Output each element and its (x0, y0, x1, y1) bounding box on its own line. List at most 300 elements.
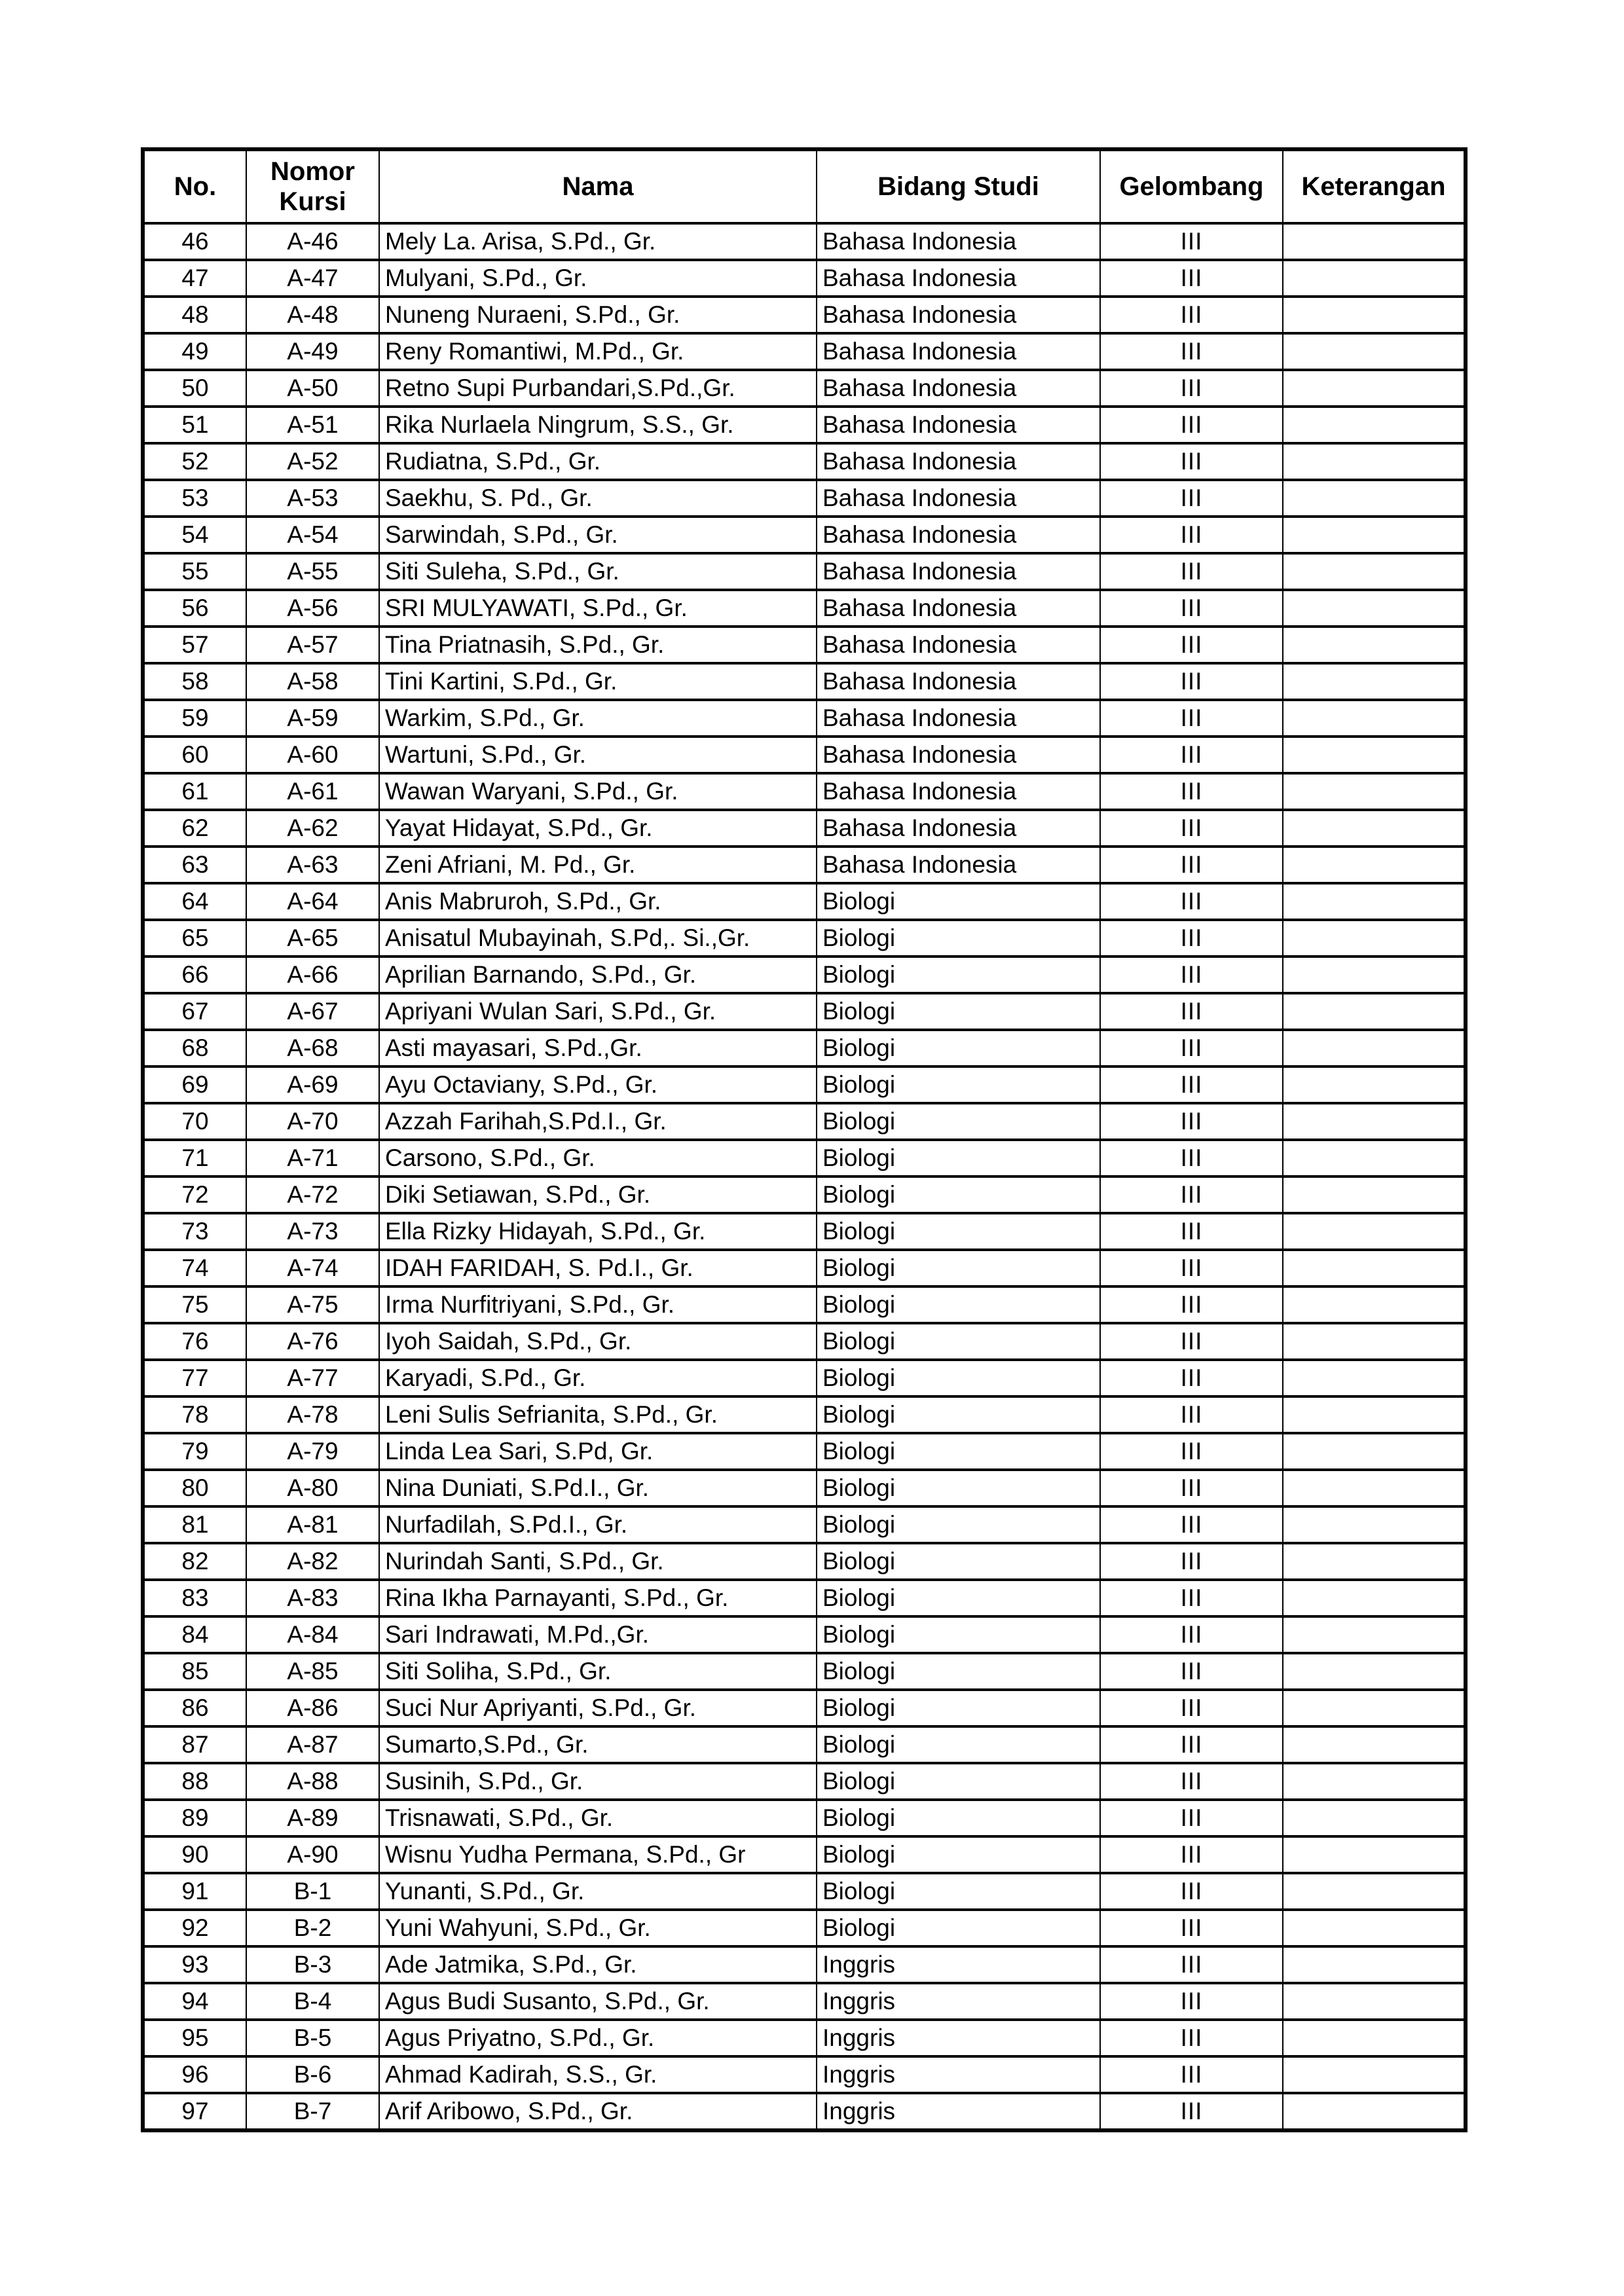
cell-no: 63 (143, 847, 246, 883)
cell-bidang-studi: Biologi (817, 1690, 1100, 1726)
cell-bidang-studi: Biologi (817, 1396, 1100, 1433)
cell-gelombang: III (1100, 1250, 1283, 1286)
cell-nomor-kursi: A-50 (246, 370, 379, 407)
table-row (143, 1103, 1466, 1140)
cell-keterangan (1283, 1396, 1466, 1433)
cell-nomor-kursi: A-64 (246, 883, 379, 920)
cell-gelombang: III (1100, 1836, 1283, 1873)
cell-bidang-studi: Bahasa Indonesia (817, 810, 1100, 847)
cell-no: 78 (143, 1396, 246, 1433)
cell-nama: Anisatul Mubayinah, S.Pd,. Si.,Gr. (379, 920, 817, 957)
cell-keterangan (1283, 1873, 1466, 1910)
cell-gelombang: III (1100, 847, 1283, 883)
cell-gelombang: III (1100, 700, 1283, 737)
cell-bidang-studi: Bahasa Indonesia (817, 297, 1100, 333)
cell-nomor-kursi: A-87 (246, 1726, 379, 1763)
cell-bidang-studi: Inggris (817, 1983, 1100, 2020)
cell-no: 91 (143, 1873, 246, 1910)
cell-nomor-kursi: A-59 (246, 700, 379, 737)
table-row (143, 297, 1466, 333)
cell-no: 93 (143, 1946, 246, 1983)
cell-keterangan (1283, 517, 1466, 553)
cell-keterangan (1283, 1470, 1466, 1506)
cell-nama: Rina Ikha Parnayanti, S.Pd., Gr. (379, 1580, 817, 1616)
cell-bidang-studi: Biologi (817, 1653, 1100, 1690)
cell-nama: Leni Sulis Sefrianita, S.Pd., Gr. (379, 1396, 817, 1433)
cell-no: 66 (143, 957, 246, 993)
cell-keterangan (1283, 957, 1466, 993)
cell-keterangan (1283, 2020, 1466, 2056)
cell-nama: Sarwindah, S.Pd., Gr. (379, 517, 817, 553)
cell-nomor-kursi: A-88 (246, 1763, 379, 1800)
cell-no: 97 (143, 2093, 246, 2130)
cell-nomor-kursi: A-48 (246, 297, 379, 333)
cell-no: 50 (143, 370, 246, 407)
cell-nama: Reny Romantiwi, M.Pd., Gr. (379, 333, 817, 370)
cell-gelombang: III (1100, 883, 1283, 920)
cell-no: 87 (143, 1726, 246, 1763)
cell-keterangan (1283, 1323, 1466, 1360)
cell-bidang-studi: Biologi (817, 1103, 1100, 1140)
exam-seating-table (141, 147, 1467, 2132)
cell-bidang-studi: Bahasa Indonesia (817, 590, 1100, 627)
cell-gelombang: III (1100, 773, 1283, 810)
cell-no: 57 (143, 627, 246, 663)
cell-gelombang: III (1100, 333, 1283, 370)
table-row (143, 333, 1466, 370)
header-row (143, 149, 1466, 223)
cell-nama: Zeni Afriani, M. Pd., Gr. (379, 847, 817, 883)
cell-gelombang: III (1100, 1580, 1283, 1616)
cell-nama: Linda Lea Sari, S.Pd, Gr. (379, 1433, 817, 1470)
cell-no: 77 (143, 1360, 246, 1396)
cell-nama: Apriyani Wulan Sari, S.Pd., Gr. (379, 993, 817, 1030)
cell-nama: Nuneng Nuraeni, S.Pd., Gr. (379, 297, 817, 333)
cell-gelombang: III (1100, 1470, 1283, 1506)
cell-nomor-kursi: A-55 (246, 553, 379, 590)
cell-nomor-kursi: A-56 (246, 590, 379, 627)
cell-bidang-studi: Biologi (817, 1580, 1100, 1616)
cell-nomor-kursi: A-46 (246, 223, 379, 260)
cell-nomor-kursi: B-2 (246, 1910, 379, 1946)
cell-nomor-kursi: A-60 (246, 737, 379, 773)
cell-gelombang: III (1100, 737, 1283, 773)
cell-no: 61 (143, 773, 246, 810)
cell-keterangan (1283, 700, 1466, 737)
cell-nomor-kursi: B-4 (246, 1983, 379, 2020)
cell-no: 88 (143, 1763, 246, 1800)
table-row (143, 1506, 1466, 1543)
table-row (143, 1653, 1466, 1690)
cell-gelombang: III (1100, 1616, 1283, 1653)
cell-gelombang: III (1100, 1543, 1283, 1580)
cell-bidang-studi: Bahasa Indonesia (817, 553, 1100, 590)
cell-bidang-studi: Biologi (817, 1286, 1100, 1323)
cell-gelombang: III (1100, 1030, 1283, 1066)
cell-nomor-kursi: A-51 (246, 407, 379, 443)
cell-bidang-studi: Biologi (817, 1176, 1100, 1213)
table-row (143, 2020, 1466, 2056)
cell-gelombang: III (1100, 407, 1283, 443)
cell-gelombang: III (1100, 1286, 1283, 1323)
cell-bidang-studi: Inggris (817, 2020, 1100, 2056)
cell-no: 79 (143, 1433, 246, 1470)
cell-gelombang: III (1100, 443, 1283, 480)
cell-nama: Iyoh Saidah, S.Pd., Gr. (379, 1323, 817, 1360)
cell-no: 94 (143, 1983, 246, 2020)
cell-nomor-kursi: A-65 (246, 920, 379, 957)
cell-nama: Mely La. Arisa, S.Pd., Gr. (379, 223, 817, 260)
col-header-gelombang: Gelombang (1100, 149, 1283, 223)
cell-nomor-kursi: A-58 (246, 663, 379, 700)
cell-nama: Ahmad Kadirah, S.S., Gr. (379, 2056, 817, 2093)
cell-bidang-studi: Bahasa Indonesia (817, 663, 1100, 700)
table-row (143, 370, 1466, 407)
cell-gelombang: III (1100, 1396, 1283, 1433)
cell-keterangan (1283, 1213, 1466, 1250)
cell-nomor-kursi: A-84 (246, 1616, 379, 1653)
cell-no: 73 (143, 1213, 246, 1250)
col-header-keterangan: Keterangan (1283, 149, 1466, 223)
cell-gelombang: III (1100, 1506, 1283, 1543)
table-row (143, 1176, 1466, 1213)
cell-nama: Azzah Farihah,S.Pd.I., Gr. (379, 1103, 817, 1140)
table-row (143, 1030, 1466, 1066)
cell-nomor-kursi: A-70 (246, 1103, 379, 1140)
cell-no: 69 (143, 1066, 246, 1103)
cell-nama: Saekhu, S. Pd., Gr. (379, 480, 817, 517)
cell-gelombang: III (1100, 1910, 1283, 1946)
cell-no: 74 (143, 1250, 246, 1286)
table-row (143, 1836, 1466, 1873)
cell-no: 72 (143, 1176, 246, 1213)
cell-keterangan (1283, 1726, 1466, 1763)
table-row (143, 957, 1466, 993)
cell-keterangan (1283, 737, 1466, 773)
table-row (143, 847, 1466, 883)
cell-nama: Ayu Octaviany, S.Pd., Gr. (379, 1066, 817, 1103)
cell-keterangan (1283, 553, 1466, 590)
cell-gelombang: III (1100, 1213, 1283, 1250)
cell-gelombang: III (1100, 297, 1283, 333)
cell-keterangan (1283, 773, 1466, 810)
cell-no: 92 (143, 1910, 246, 1946)
cell-gelombang: III (1100, 1066, 1283, 1103)
table-body (143, 223, 1466, 2130)
cell-bidang-studi: Bahasa Indonesia (817, 737, 1100, 773)
cell-gelombang: III (1100, 810, 1283, 847)
table-row (143, 993, 1466, 1030)
cell-keterangan (1283, 1286, 1466, 1323)
cell-gelombang: III (1100, 1433, 1283, 1470)
cell-no: 80 (143, 1470, 246, 1506)
cell-no: 68 (143, 1030, 246, 1066)
cell-nomor-kursi: A-79 (246, 1433, 379, 1470)
cell-no: 46 (143, 223, 246, 260)
cell-gelombang: III (1100, 1763, 1283, 1800)
cell-keterangan (1283, 1580, 1466, 1616)
table-row (143, 700, 1466, 737)
cell-bidang-studi: Biologi (817, 1506, 1100, 1543)
cell-bidang-studi: Bahasa Indonesia (817, 517, 1100, 553)
table-row (143, 1763, 1466, 1800)
cell-nama: SRI MULYAWATI, S.Pd., Gr. (379, 590, 817, 627)
cell-keterangan (1283, 1763, 1466, 1800)
cell-no: 75 (143, 1286, 246, 1323)
cell-keterangan (1283, 1250, 1466, 1286)
table-row (143, 1066, 1466, 1103)
table-row (143, 1213, 1466, 1250)
cell-keterangan (1283, 370, 1466, 407)
cell-nomor-kursi: A-66 (246, 957, 379, 993)
cell-bidang-studi: Biologi (817, 1836, 1100, 1873)
cell-bidang-studi: Bahasa Indonesia (817, 773, 1100, 810)
cell-nama: Nurindah Santi, S.Pd., Gr. (379, 1543, 817, 1580)
cell-no: 95 (143, 2020, 246, 2056)
cell-gelombang: III (1100, 1103, 1283, 1140)
cell-nomor-kursi: A-68 (246, 1030, 379, 1066)
cell-keterangan (1283, 1543, 1466, 1580)
cell-no: 71 (143, 1140, 246, 1176)
table-row (143, 1543, 1466, 1580)
cell-nama: Ella Rizky Hidayah, S.Pd., Gr. (379, 1213, 817, 1250)
cell-bidang-studi: Biologi (817, 1066, 1100, 1103)
cell-bidang-studi: Bahasa Indonesia (817, 370, 1100, 407)
table-row (143, 1250, 1466, 1286)
table-row (143, 1946, 1466, 1983)
cell-nama: Mulyani, S.Pd., Gr. (379, 260, 817, 297)
table-row (143, 627, 1466, 663)
cell-nomor-kursi: A-82 (246, 1543, 379, 1580)
cell-keterangan (1283, 810, 1466, 847)
cell-nama: Ade Jatmika, S.Pd., Gr. (379, 1946, 817, 1983)
cell-nomor-kursi: A-57 (246, 627, 379, 663)
cell-nomor-kursi: A-53 (246, 480, 379, 517)
cell-gelombang: III (1100, 370, 1283, 407)
cell-nama: Aprilian Barnando, S.Pd., Gr. (379, 957, 817, 993)
cell-bidang-studi: Biologi (817, 1543, 1100, 1580)
table-row (143, 883, 1466, 920)
cell-nomor-kursi: A-73 (246, 1213, 379, 1250)
cell-gelombang: III (1100, 2020, 1283, 2056)
cell-keterangan (1283, 407, 1466, 443)
cell-nomor-kursi: A-90 (246, 1836, 379, 1873)
cell-no: 58 (143, 663, 246, 700)
cell-no: 59 (143, 700, 246, 737)
cell-bidang-studi: Biologi (817, 1140, 1100, 1176)
table-row (143, 260, 1466, 297)
cell-bidang-studi: Biologi (817, 1213, 1100, 1250)
cell-gelombang: III (1100, 1690, 1283, 1726)
cell-nama: Agus Budi Susanto, S.Pd., Gr. (379, 1983, 817, 2020)
cell-nama: Carsono, S.Pd., Gr. (379, 1140, 817, 1176)
cell-keterangan (1283, 1140, 1466, 1176)
cell-gelombang: III (1100, 957, 1283, 993)
cell-nama: Nina Duniati, S.Pd.I., Gr. (379, 1470, 817, 1506)
cell-nomor-kursi: B-5 (246, 2020, 379, 2056)
cell-keterangan (1283, 260, 1466, 297)
cell-no: 81 (143, 1506, 246, 1543)
cell-nomor-kursi: B-3 (246, 1946, 379, 1983)
cell-nama: Rudiatna, S.Pd., Gr. (379, 443, 817, 480)
cell-nomor-kursi: A-75 (246, 1286, 379, 1323)
table-header (143, 149, 1466, 223)
cell-no: 55 (143, 553, 246, 590)
cell-bidang-studi: Bahasa Indonesia (817, 223, 1100, 260)
cell-no: 52 (143, 443, 246, 480)
cell-bidang-studi: Biologi (817, 1470, 1100, 1506)
cell-nama: Karyadi, S.Pd., Gr. (379, 1360, 817, 1396)
cell-keterangan (1283, 1176, 1466, 1213)
cell-bidang-studi: Biologi (817, 1030, 1100, 1066)
cell-no: 85 (143, 1653, 246, 1690)
cell-no: 56 (143, 590, 246, 627)
cell-keterangan (1283, 1030, 1466, 1066)
cell-bidang-studi: Biologi (817, 1360, 1100, 1396)
cell-no: 60 (143, 737, 246, 773)
cell-keterangan (1283, 663, 1466, 700)
cell-nama: Wisnu Yudha Permana, S.Pd., Gr (379, 1836, 817, 1873)
cell-gelombang: III (1100, 517, 1283, 553)
cell-no: 62 (143, 810, 246, 847)
cell-nama: Yuni Wahyuni, S.Pd., Gr. (379, 1910, 817, 1946)
cell-nama: Asti mayasari, S.Pd.,Gr. (379, 1030, 817, 1066)
cell-no: 48 (143, 297, 246, 333)
cell-keterangan (1283, 1066, 1466, 1103)
table-row (143, 1433, 1466, 1470)
cell-gelombang: III (1100, 2093, 1283, 2130)
cell-bidang-studi: Biologi (817, 1873, 1100, 1910)
cell-nomor-kursi: A-71 (246, 1140, 379, 1176)
table-row (143, 1690, 1466, 1726)
cell-no: 76 (143, 1323, 246, 1360)
cell-no: 67 (143, 993, 246, 1030)
cell-bidang-studi: Biologi (817, 993, 1100, 1030)
cell-keterangan (1283, 333, 1466, 370)
cell-bidang-studi: Bahasa Indonesia (817, 260, 1100, 297)
cell-gelombang: III (1100, 993, 1283, 1030)
cell-nama: Wartuni, S.Pd., Gr. (379, 737, 817, 773)
cell-nomor-kursi: B-6 (246, 2056, 379, 2093)
table-row (143, 663, 1466, 700)
cell-no: 54 (143, 517, 246, 553)
cell-no: 70 (143, 1103, 246, 1140)
cell-nama: Nurfadilah, S.Pd.I., Gr. (379, 1506, 817, 1543)
cell-gelombang: III (1100, 1946, 1283, 1983)
cell-nomor-kursi: A-74 (246, 1250, 379, 1286)
table-row (143, 1616, 1466, 1653)
cell-bidang-studi: Bahasa Indonesia (817, 407, 1100, 443)
cell-nama: Diki Setiawan, S.Pd., Gr. (379, 1176, 817, 1213)
cell-nomor-kursi: A-47 (246, 260, 379, 297)
cell-bidang-studi: Biologi (817, 1763, 1100, 1800)
cell-nomor-kursi: A-52 (246, 443, 379, 480)
table-row (143, 1323, 1466, 1360)
table-row (143, 1396, 1466, 1433)
cell-keterangan (1283, 1433, 1466, 1470)
cell-gelombang: III (1100, 1323, 1283, 1360)
cell-bidang-studi: Biologi (817, 1323, 1100, 1360)
cell-nama: Arif Aribowo, S.Pd., Gr. (379, 2093, 817, 2130)
cell-gelombang: III (1100, 627, 1283, 663)
table-row (143, 1580, 1466, 1616)
cell-nama: Suci Nur Apriyanti, S.Pd., Gr. (379, 1690, 817, 1726)
cell-no: 82 (143, 1543, 246, 1580)
cell-keterangan (1283, 1983, 1466, 2020)
cell-keterangan (1283, 223, 1466, 260)
cell-gelombang: III (1100, 1800, 1283, 1836)
cell-nomor-kursi: A-89 (246, 1800, 379, 1836)
col-header-bidang-studi: Bidang Studi (817, 149, 1100, 223)
cell-gelombang: III (1100, 1873, 1283, 1910)
cell-no: 96 (143, 2056, 246, 2093)
cell-keterangan (1283, 297, 1466, 333)
cell-nomor-kursi: A-49 (246, 333, 379, 370)
cell-nama: Irma Nurfitriyani, S.Pd., Gr. (379, 1286, 817, 1323)
cell-nomor-kursi: A-83 (246, 1580, 379, 1616)
cell-nama: Agus Priyatno, S.Pd., Gr. (379, 2020, 817, 2056)
cell-gelombang: III (1100, 223, 1283, 260)
table-row (143, 590, 1466, 627)
cell-keterangan (1283, 1616, 1466, 1653)
cell-bidang-studi: Bahasa Indonesia (817, 847, 1100, 883)
cell-bidang-studi: Biologi (817, 1250, 1100, 1286)
cell-nama: Warkim, S.Pd., Gr. (379, 700, 817, 737)
table-row (143, 1800, 1466, 1836)
cell-nama: Retno Supi Purbandari,S.Pd.,Gr. (379, 370, 817, 407)
cell-keterangan (1283, 847, 1466, 883)
cell-no: 51 (143, 407, 246, 443)
cell-keterangan (1283, 2093, 1466, 2130)
cell-nama: Rika Nurlaela Ningrum, S.S., Gr. (379, 407, 817, 443)
cell-nomor-kursi: A-69 (246, 1066, 379, 1103)
cell-bidang-studi: Bahasa Indonesia (817, 627, 1100, 663)
table-row (143, 1286, 1466, 1323)
cell-keterangan (1283, 627, 1466, 663)
cell-nomor-kursi: A-81 (246, 1506, 379, 1543)
cell-nomor-kursi: B-7 (246, 2093, 379, 2130)
table-row (143, 2093, 1466, 2130)
cell-bidang-studi: Bahasa Indonesia (817, 480, 1100, 517)
cell-bidang-studi: Biologi (817, 1800, 1100, 1836)
cell-bidang-studi: Biologi (817, 1433, 1100, 1470)
cell-nama: Yayat Hidayat, S.Pd., Gr. (379, 810, 817, 847)
table-row (143, 1726, 1466, 1763)
cell-nama: Tina Priatnasih, S.Pd., Gr. (379, 627, 817, 663)
table-row (143, 737, 1466, 773)
table-row (143, 1910, 1466, 1946)
cell-no: 83 (143, 1580, 246, 1616)
cell-nama: IDAH FARIDAH, S. Pd.I., Gr. (379, 1250, 817, 1286)
cell-nomor-kursi: A-80 (246, 1470, 379, 1506)
cell-nomor-kursi: A-62 (246, 810, 379, 847)
cell-bidang-studi: Inggris (817, 2056, 1100, 2093)
cell-gelombang: III (1100, 480, 1283, 517)
cell-keterangan (1283, 590, 1466, 627)
cell-no: 65 (143, 920, 246, 957)
cell-keterangan (1283, 2056, 1466, 2093)
cell-keterangan (1283, 1506, 1466, 1543)
cell-no: 90 (143, 1836, 246, 1873)
cell-bidang-studi: Bahasa Indonesia (817, 700, 1100, 737)
cell-bidang-studi: Inggris (817, 1946, 1100, 1983)
cell-keterangan (1283, 1910, 1466, 1946)
cell-no: 49 (143, 333, 246, 370)
cell-keterangan (1283, 443, 1466, 480)
table-row (143, 1983, 1466, 2020)
table-row (143, 1140, 1466, 1176)
col-header-nomor-kursi: Nomor Kursi (246, 149, 379, 223)
